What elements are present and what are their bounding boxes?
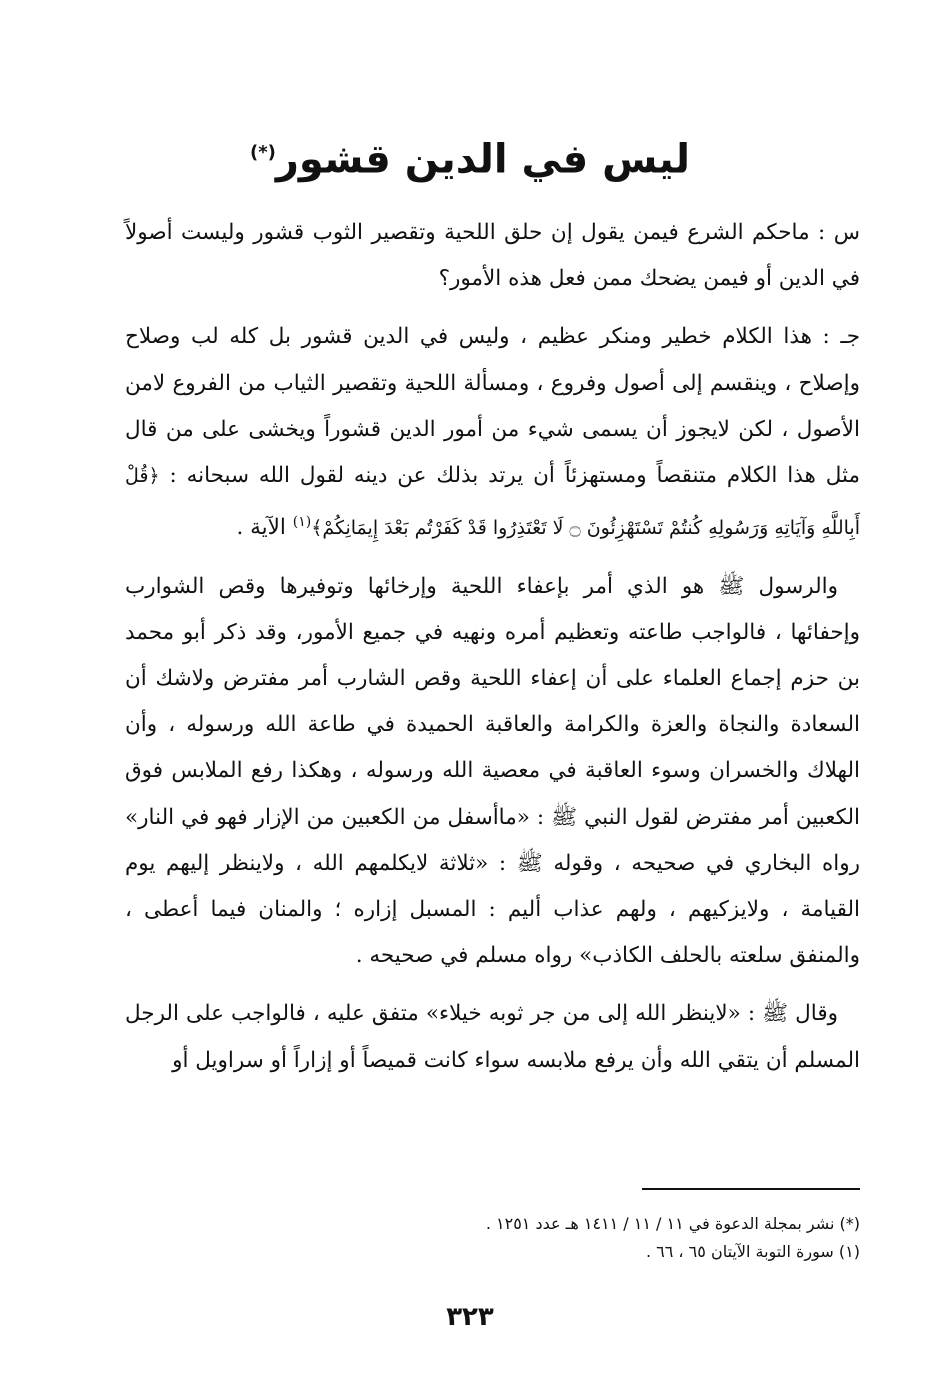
footnote-1: (١) سورة التوبة الآيتان ٦٥ ، ٦٦ . [645,1242,860,1261]
closing-paragraph: وقال ﷺ : «لاينظر الله إلى من جر ثوبه خيلاء» متفق عليه ، فالواجب على الرجل المسلم أن يتقي الله وأن يرفع ملابسه سواء كانت قميصاً أو إزاراً أو سراويل أو [125,1001,860,1073]
footnote-ref-1: (١) [292,514,312,531]
prophet-paragraph: والرسول ﷺ هو الذي أمر بإعفاء اللحية وإرخائها وتوفيرها وقص الشوارب وإحفائها ، فالواجب طاعته وتعظيم أمره ونهيه في جميع الأمور، وقد ذكر أبو محمد بن حزم إجماع العلماء على أن إعفاء اللحية وقص الشارب أمر مفترض ولاشك أن السعادة والنجاة والعزة والكرامة والعاقبة الحميدة في طاعة الله ورسوله ، وأن الهلاك والخسران وسوء العاقبة في معصية الله ورسوله ، وهكذا رفع الملابس فوق الكعبين أمر مفترض لقول النبي ﷺ : «ماأسفل من الكعبين من الإزار فهو في النار» رواه البخاري في صحيحه ، وقوله ﷺ : «ثلاثة لايكلمهم الله ، ولاينظر إليهم يوم القيامة ، ولايزكيهم ، ولهم عذاب أليم : المسبل إزاره ؛ والمنان فيما أعطى ، والمنفق سلعته بالحلف الكاذب» رواه مسلم في صحيحه . [125,573,860,969]
body-text [125,210,860,1096]
footnotes [125,1210,860,1266]
footnote-separator [642,1188,860,1190]
quran-verse: ﴿قُلْ أَبِاللَّهِ وَآيَاتِهِ وَرَسُولِهِ كُنتُمْ تَسْتَهْزِئُونَ ۝ لَا تَعْتَذِرُوا قَدْ كَفَرْتُم بَعْدَ إِيمَانِكُمْ﴾ [125,465,860,540]
footnote-star: (*) نشر بمجلة الدعوة في ١١ / ١١ / ١٤١١ هـ عدد ١٢٥١ . [485,1214,860,1233]
question-paragraph: س : ماحكم الشرع فيمن يقول إن حلق اللحية وتقصير الثوب قشور وليست أصولاً في الدين أو فيمن يضحك ممن فعل هذه الأمور؟ [125,220,860,292]
title-text: ليس في الدين قشور [275,136,691,183]
title-footnote-marker: (*) [249,141,276,163]
page-number: ٣٢٣ [446,1302,494,1332]
answer-paragraph [125,314,860,551]
page-title [130,123,810,189]
answer-end: الآية . [236,515,286,541]
answer-text: جـ : هذا الكلام خطير ومنكر عظيم ، وليس في الدين قشور بل كله لب وصلاح وإصلاح ، وينقسم إلى أصول وفروع ، ومسألة اللحية وتقصير الثياب من الفروع لامن الأصول ، لكن لايجوز أن يسمى شيء من أمور الدين قشوراً ويخشى على من قال مثل هذا الكلام متنقصاً ومستهزئاً أن يرتد بذلك عن دينه لقول الله سبحانه : [125,324,860,489]
